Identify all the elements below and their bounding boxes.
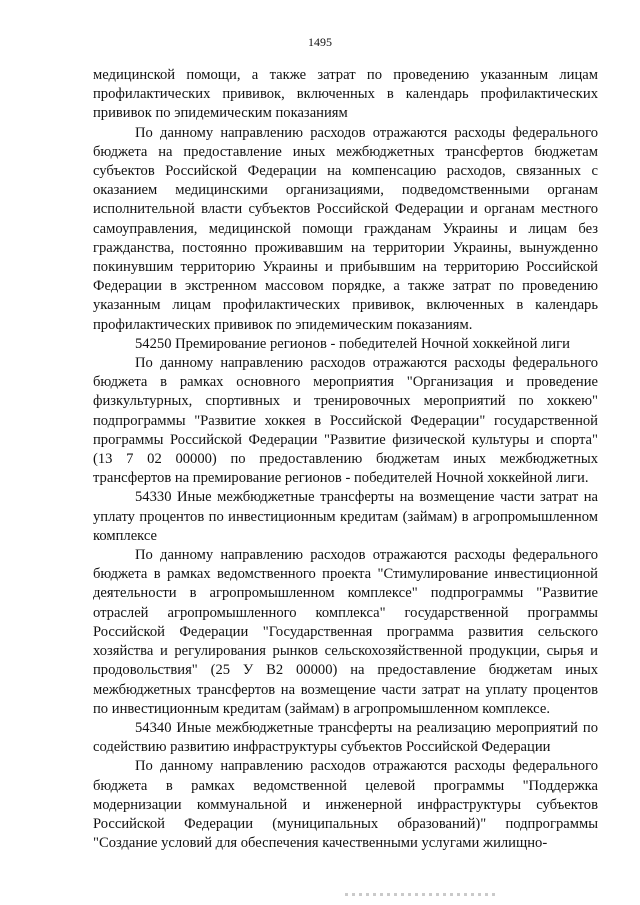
paragraph: медицинской помощи, а также затрат по проведению указанным лицам профилактических прививок, включенных в календарь профилактических прививок по эпидемическим показаниям <box>93 67 598 122</box>
paragraph: По данному направлению расходов отражаются расходы федерального бюджета в рамках ведомственной целевой программы "Поддержка модернизации коммунальной и инженерной инфраструктуры субъектов Российской Федерации (муниципальных образований)" подпрограммы "Создание условий для обеспечения качественными услугами жилищно- <box>93 758 598 852</box>
scan-artifact <box>345 893 495 896</box>
paragraph: 54330 Иные межбюджетные трансферты на возмещение части затрат на уплату процентов по инвестиционным кредитам (займам) в агропромышленном комплексе <box>93 489 598 544</box>
paragraph: По данному направлению расходов отражаются расходы федерального бюджета в рамках ведомственного проекта "Стимулирование инвестиционной деятельности в агропромышленном комплексе" подпрограммы "Развитие отраслей агропромышленного комплекса" государственной программы Российской Федерации "Государственная программа развития сельского хозяйства и регулирования рынков сельскохозяйственной продукции, сырья и продовольствия" (25 У В2 00000) на предоставление бюджетам иных межбюджетных трансфертов на возмещение части затрат на уплату процентов по инвестиционным кредитам (займам) в агропромышленном комплексе. <box>93 547 598 717</box>
page-number: 1495 <box>308 35 332 49</box>
document-body <box>93 66 598 853</box>
paragraph: По данному направлению расходов отражаются расходы федерального бюджета в рамках основного мероприятия "Организация и проведение физкультурных, спортивных и тренировочных мероприятий по хоккею" подпрограммы "Развитие хоккея в Российской Федерации" государственной программы Российской Федерации "Развитие физической культуры и спорта" (13 7 02 00000) по предоставлению бюджетам иных межбюджетных трансфертов на премирование регионов - победителей Ночной хоккейной лиги. <box>93 355 598 487</box>
paragraph: 54250 Премирование регионов - победителей Ночной хоккейной лиги <box>135 335 570 352</box>
paragraph: 54340 Иные межбюджетные трансферты на реализацию мероприятий по содействию развитию инфраструктуры субъектов Российской Федерации <box>93 719 598 756</box>
paragraph: По данному направлению расходов отражаются расходы федерального бюджета на предоставление иных межбюджетных трансфертов бюджетам субъектов Российской Федерации на компенсацию расходов, связанных с оказанием медицинскими организациями, подведомственными органам исполнительной власти субъектов Российской Федерации и органам местного самоуправления, медицинской помощи гражданам Украины и лицам без гражданства, постоянно проживавшим на территории Украины, вынужденно покинувшим территорию Украины и прибывшим на территорию Российской Федерации в экстренном массовом порядке, а также затрат по проведению указанным лицам профилактических прививок, включенных в календарь профилактических прививок по эпидемическим показаниям. <box>93 124 598 333</box>
